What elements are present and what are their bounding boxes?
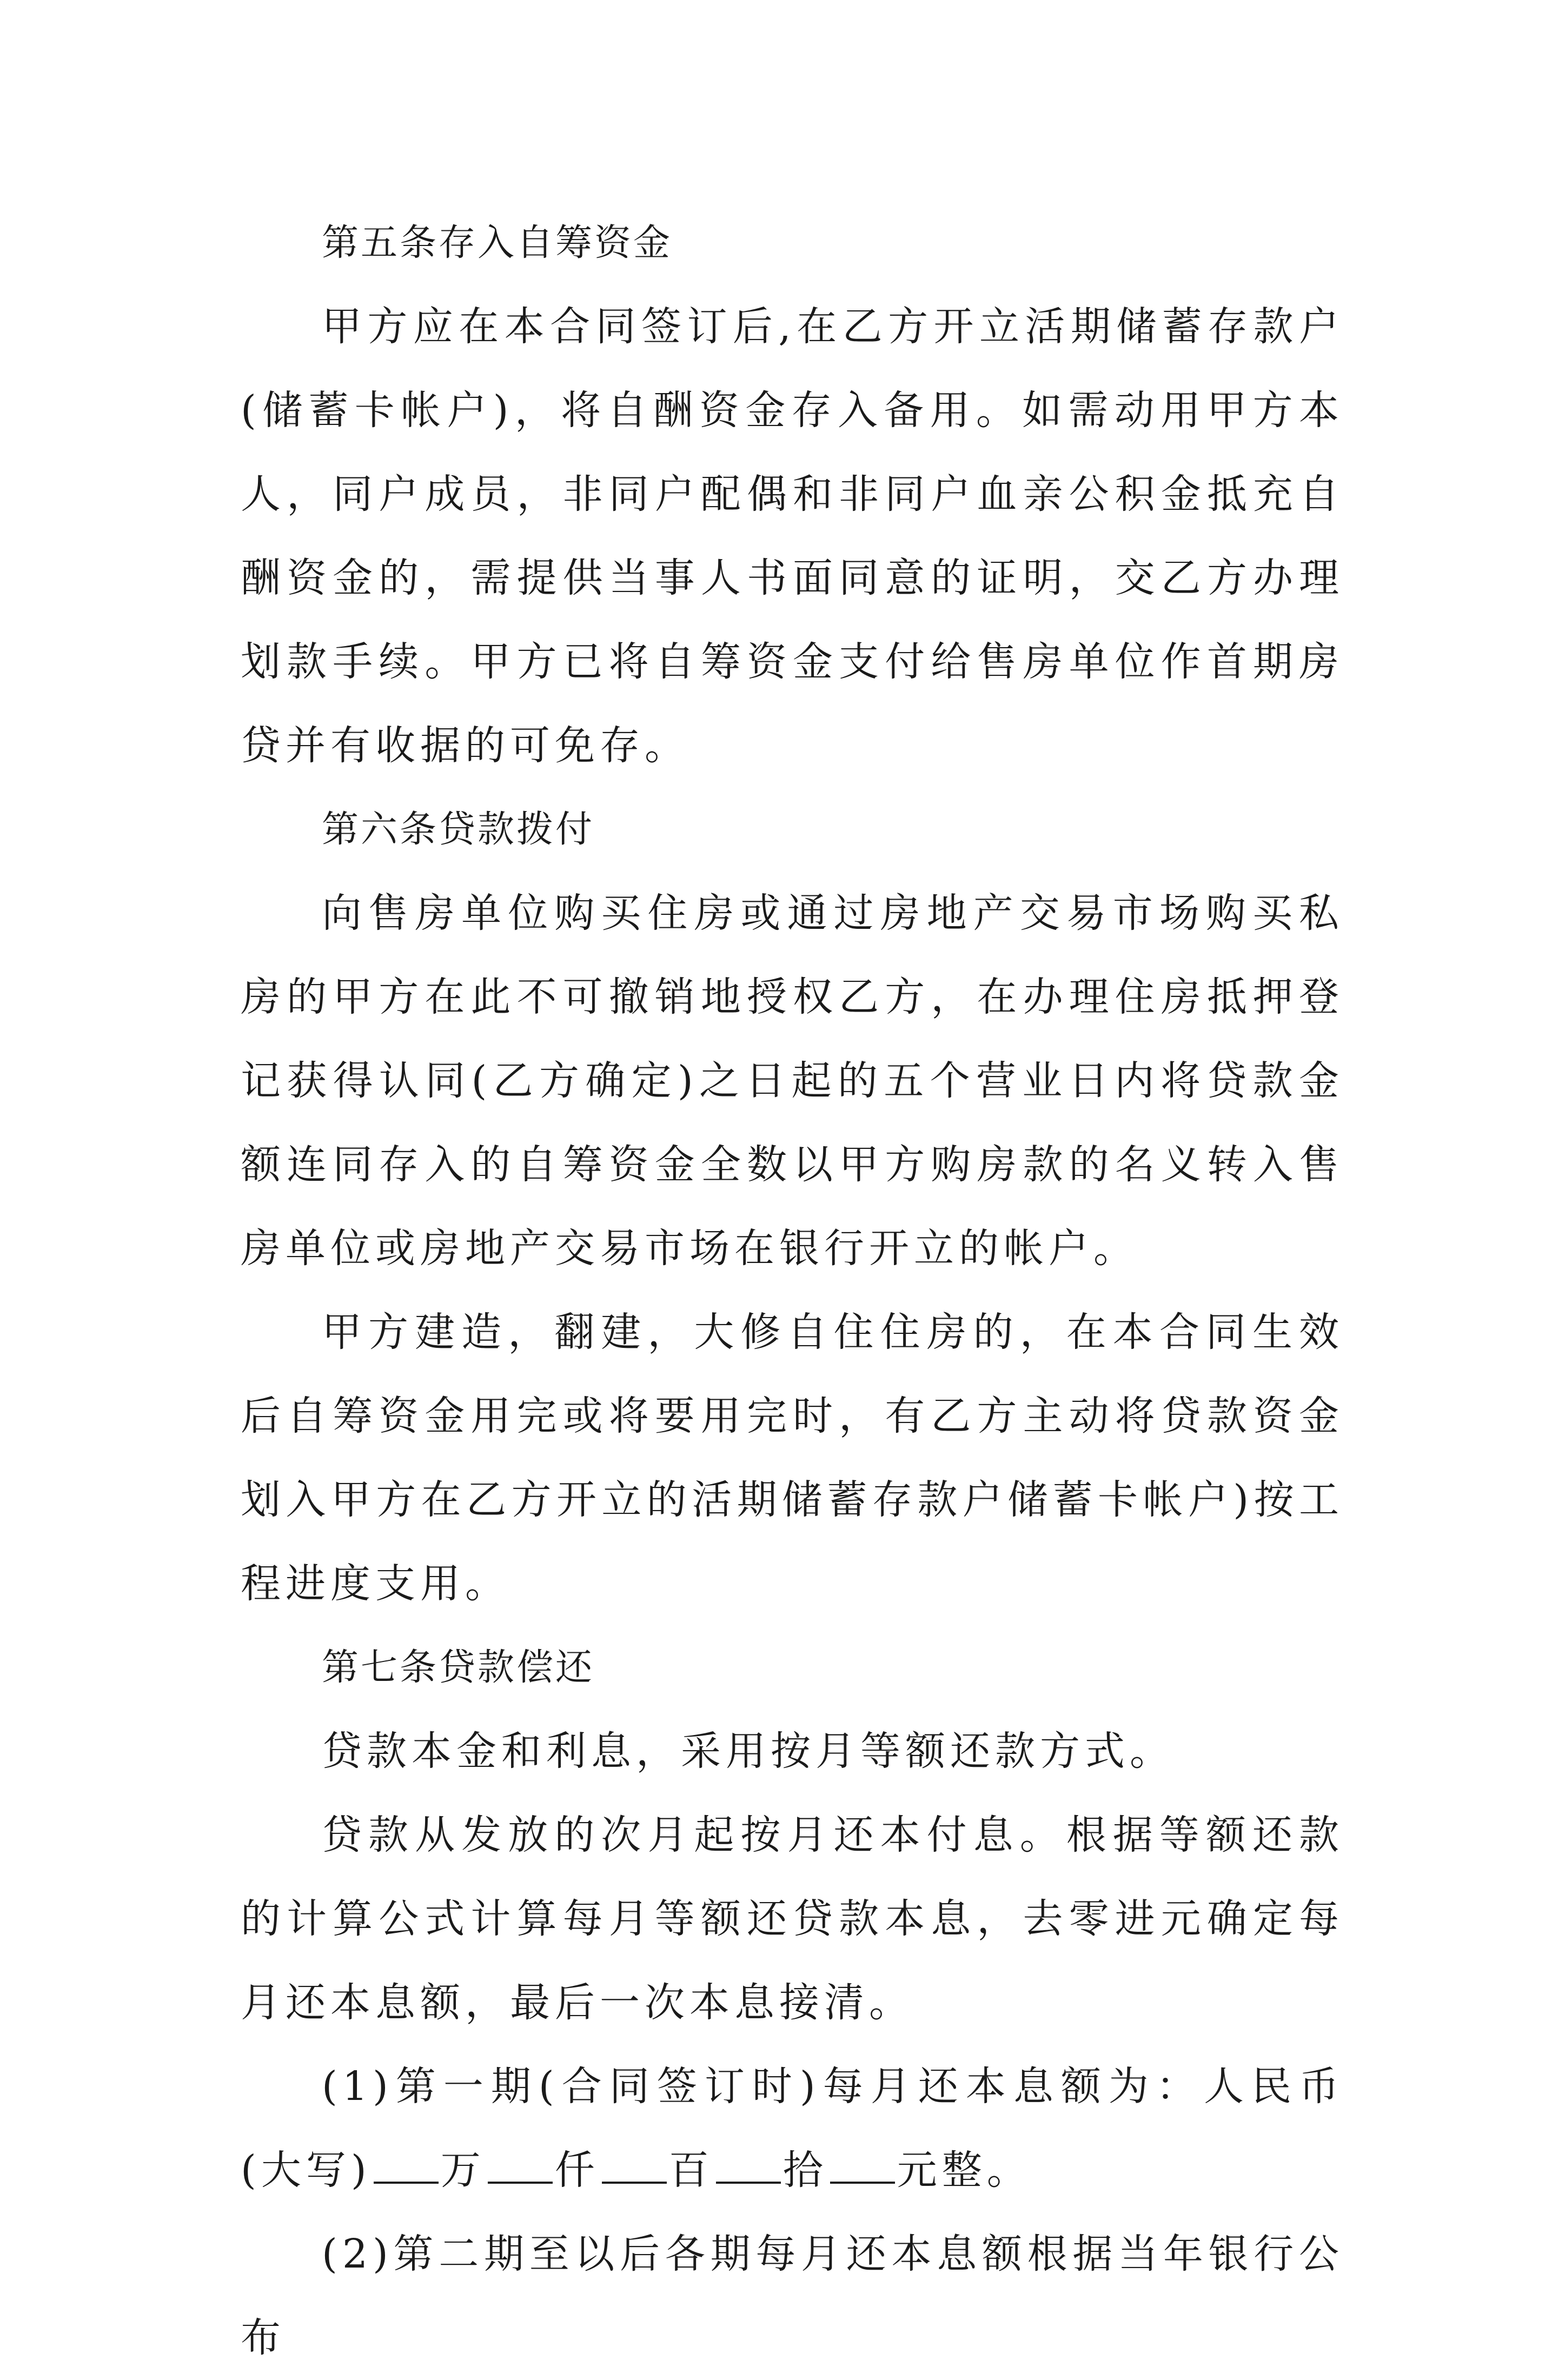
article-6-paragraph-1: 向售房单位购买住房或通过房地产交易市场购买私房的甲方在此不可撤销地授权乙方，在办理住房抵押登记获得认同(乙方确定)之日起的五个营业日内将贷款金额连同存入的自筹资金全数以甲方购房款的名义转入售房单位或房地产交易市场在银行开立的帐户。 [241, 890, 1344, 1272]
unit-yuan: 元整。 [897, 2147, 1032, 2193]
document-body [241, 201, 1344, 2380]
unit-shi: 拾 [782, 2147, 828, 2193]
blank-fill[interactable] [716, 2149, 781, 2184]
article-7-heading: 第七条贷款偿还 [322, 1646, 595, 1689]
article-6-paragraph-2: 甲方建造，翻建，大修自住住房的，在本合同生效后自筹资金用完或将要用完时，有乙方主动将贷款资金划入甲方在乙方开立的活期储蓄存款户储蓄卡帐户)按工程进度支用。 [241, 1309, 1344, 1607]
blank-fill[interactable] [488, 2149, 553, 2184]
article-7-paragraph-2: 贷款从发放的次月起按月还本付息。根据等额还款的计算公式计算每月等额还贷款本息，去零进元确定每月还本息额，最后一次本息接清。 [241, 1812, 1344, 2026]
article-6-heading: 第六条贷款拨付 [322, 808, 595, 851]
blank-fill[interactable] [830, 2149, 895, 2184]
unit-bai: 百 [668, 2147, 714, 2193]
article-5-paragraph: 甲方应在本合同签订后,在乙方开立活期储蓄存款户(储蓄卡帐户)，将自酬资金存入备用。如需动用甲方本人，同户成员，非同户配偶和非同户血亲公积金抵充自酬资金的，需提供当事人书面同意的证明，交乙方办理划款手续。甲方已将自筹资金支付给售房单位作首期房贷并有收据的可免存。 [241, 303, 1344, 769]
article-7-item-2: (2)第二期至以后各期每月还本息额根据当年银行公布 [241, 2231, 1344, 2361]
blank-fill[interactable] [602, 2149, 667, 2184]
unit-qian: 仟 [554, 2147, 600, 2193]
article-7-item-1 [241, 2045, 1344, 2212]
item-1-text: (1)第一期(合同签订时)每月还本息额为：人民币(大写) [241, 2063, 1344, 2193]
blank-fill[interactable] [374, 2149, 439, 2184]
article-7-paragraph-1: 贷款本金和利息，采用按月等额还款方式。 [322, 1728, 1175, 1774]
article-5-heading: 第五条存入自筹资金 [322, 222, 673, 264]
unit-wan: 万 [440, 2147, 486, 2193]
